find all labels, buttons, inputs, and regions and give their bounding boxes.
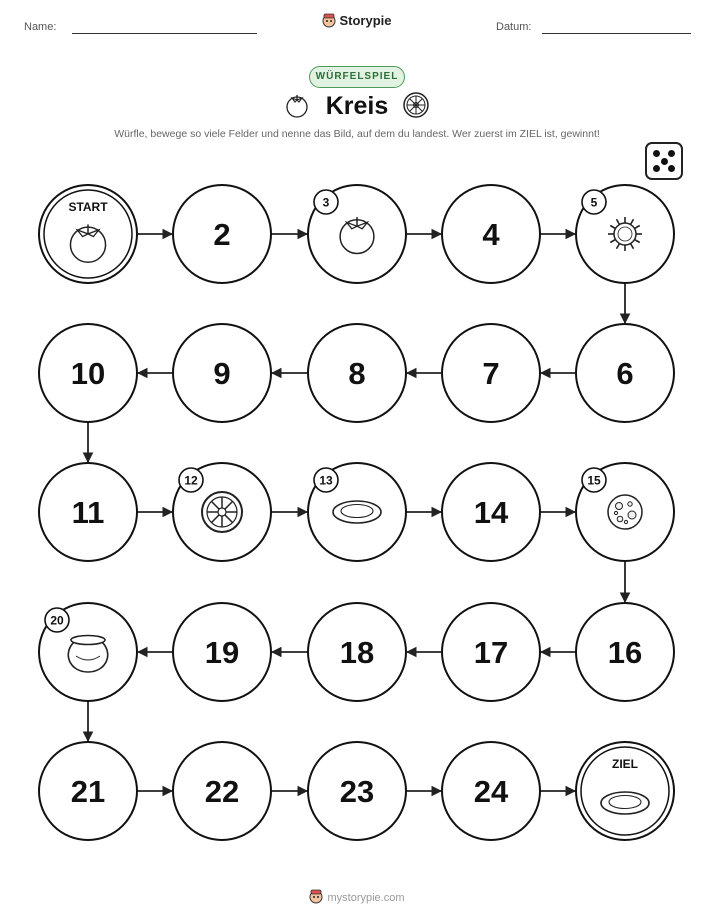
board-fields xyxy=(39,185,674,840)
game-type-badge: WÜRFELSPIEL xyxy=(309,66,405,88)
field-14 xyxy=(442,463,540,561)
field-21 xyxy=(39,742,137,840)
wheel-icon xyxy=(202,492,242,532)
field-number: 22 xyxy=(204,774,240,809)
field-15 xyxy=(576,463,674,561)
svg-text:3: 3 xyxy=(322,195,330,210)
field-5 xyxy=(576,185,674,283)
field-number-badge xyxy=(582,190,606,214)
field-number: 8 xyxy=(348,356,366,391)
finish-field xyxy=(576,742,674,840)
field-10 xyxy=(39,324,137,422)
field-8 xyxy=(308,324,406,422)
field-20 xyxy=(39,603,137,701)
field-number-badge xyxy=(45,608,69,632)
start-field xyxy=(39,185,137,283)
field-number-badge xyxy=(582,468,606,492)
instructions: Würfle, bewege so viele Felder und nenne das Bild, auf dem du landest. Wer zuerst im ZIEL ist, gewinnt! xyxy=(114,128,600,140)
field-4 xyxy=(442,185,540,283)
field-number: 9 xyxy=(213,356,231,391)
date-label: Datum: xyxy=(496,21,532,33)
field-19 xyxy=(173,603,271,701)
field-24 xyxy=(442,742,540,840)
field-3 xyxy=(308,185,406,283)
field-number: 2 xyxy=(213,217,231,252)
name-label: Name: xyxy=(24,21,57,33)
field-22 xyxy=(173,742,271,840)
field-23 xyxy=(308,742,406,840)
field-18 xyxy=(308,603,406,701)
field-17 xyxy=(442,603,540,701)
pot-icon xyxy=(68,636,107,673)
field-number: 7 xyxy=(482,356,500,391)
start-label: START xyxy=(68,200,108,214)
field-number: 18 xyxy=(339,635,375,670)
field-number: 10 xyxy=(70,356,106,391)
field-11 xyxy=(39,463,137,561)
field-number: 24 xyxy=(473,774,509,809)
brand-name: Storypie xyxy=(339,13,392,28)
field-13 xyxy=(308,463,406,561)
plate-icon xyxy=(601,792,649,814)
field-number: 4 xyxy=(482,217,500,252)
field-number: 17 xyxy=(473,635,509,670)
moon-icon xyxy=(608,495,642,529)
svg-text:15: 15 xyxy=(587,473,601,488)
field-number: 21 xyxy=(70,774,106,809)
field-7 xyxy=(442,324,540,422)
finish-label: ZIEL xyxy=(612,757,638,771)
field-6 xyxy=(576,324,674,422)
field-number: 11 xyxy=(71,495,105,530)
field-number: 14 xyxy=(473,495,509,530)
storypie-mascot-icon xyxy=(309,889,323,904)
field-number: 19 xyxy=(204,635,240,670)
plate-icon xyxy=(333,501,381,523)
svg-text:13: 13 xyxy=(319,473,333,488)
svg-text:20: 20 xyxy=(50,613,64,628)
svg-text:5: 5 xyxy=(590,195,598,210)
field-16 xyxy=(576,603,674,701)
field-number-badge xyxy=(179,468,203,492)
field-number-badge xyxy=(314,468,338,492)
svg-text:12: 12 xyxy=(184,473,198,488)
field-number: 16 xyxy=(607,635,643,670)
field-number-badge xyxy=(314,190,338,214)
field-2 xyxy=(173,185,271,283)
field-number: 23 xyxy=(339,774,375,809)
field-12 xyxy=(173,463,271,561)
footer-url[interactable]: mystorypie.com xyxy=(327,892,405,904)
field-number: 6 xyxy=(616,356,634,391)
field-9 xyxy=(173,324,271,422)
page-title: Kreis xyxy=(325,92,389,120)
footer xyxy=(0,889,714,904)
